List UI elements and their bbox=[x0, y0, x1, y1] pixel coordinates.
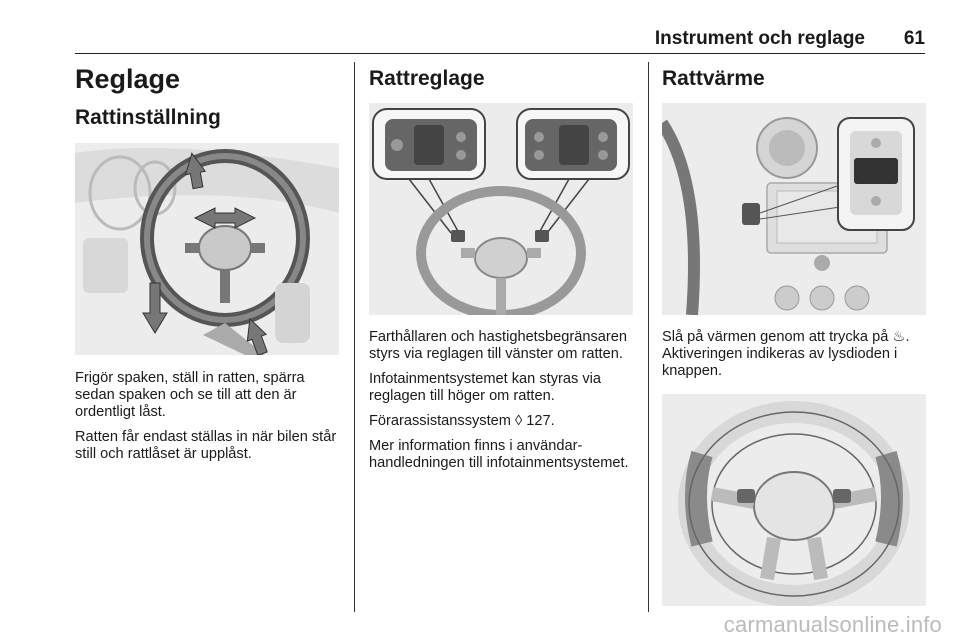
heated-steering-wheel-illustration bbox=[662, 394, 926, 606]
steering-adjustment-illustration bbox=[75, 143, 339, 355]
section-title-rattreglage: Rattreglage bbox=[369, 67, 485, 90]
steering-controls-illustration bbox=[369, 103, 633, 315]
paragraph: Förarassistanssystem ◊ 127. bbox=[369, 413, 555, 429]
page-header bbox=[75, 24, 925, 54]
section-title-reglage: Reglage bbox=[75, 64, 181, 94]
heated-steering-button-illustration bbox=[662, 103, 926, 315]
left-column bbox=[75, 62, 339, 463]
subsection-title-rattinstallning: Rattinställning bbox=[75, 106, 221, 129]
page-number: 61 bbox=[903, 28, 925, 49]
header-title: Instrument och reglage bbox=[654, 28, 865, 49]
paragraph: Mer information finns i användarhandledningen till infotainmentsystemet. bbox=[369, 438, 629, 471]
paragraph: Farthållaren och hastighetsbegränsaren styrs via reglagen till vänster om ratten. bbox=[369, 329, 627, 362]
section-title-rattvarme: Rattvärme bbox=[662, 67, 765, 90]
right-column bbox=[662, 62, 926, 606]
paragraph: Infotainmentsystemet kan styras via reglagen till höger om ratten. bbox=[369, 371, 601, 404]
paragraph: Slå på värmen genom att trycka på ♨. Aktiveringen indikeras av lysdioden i knappen. bbox=[662, 329, 910, 379]
middle-column bbox=[369, 62, 633, 472]
paragraph: Ratten får endast ställas in när bilen står still och rattlåset är upplåst. bbox=[75, 429, 337, 462]
column-divider bbox=[354, 62, 355, 612]
column-divider bbox=[648, 62, 649, 612]
watermark: carmanualsonline.info bbox=[723, 612, 942, 637]
paragraph: Frigör spaken, ställ in ratten, spärra sedan spaken och se till att den är ordentligt låst. bbox=[75, 370, 305, 420]
